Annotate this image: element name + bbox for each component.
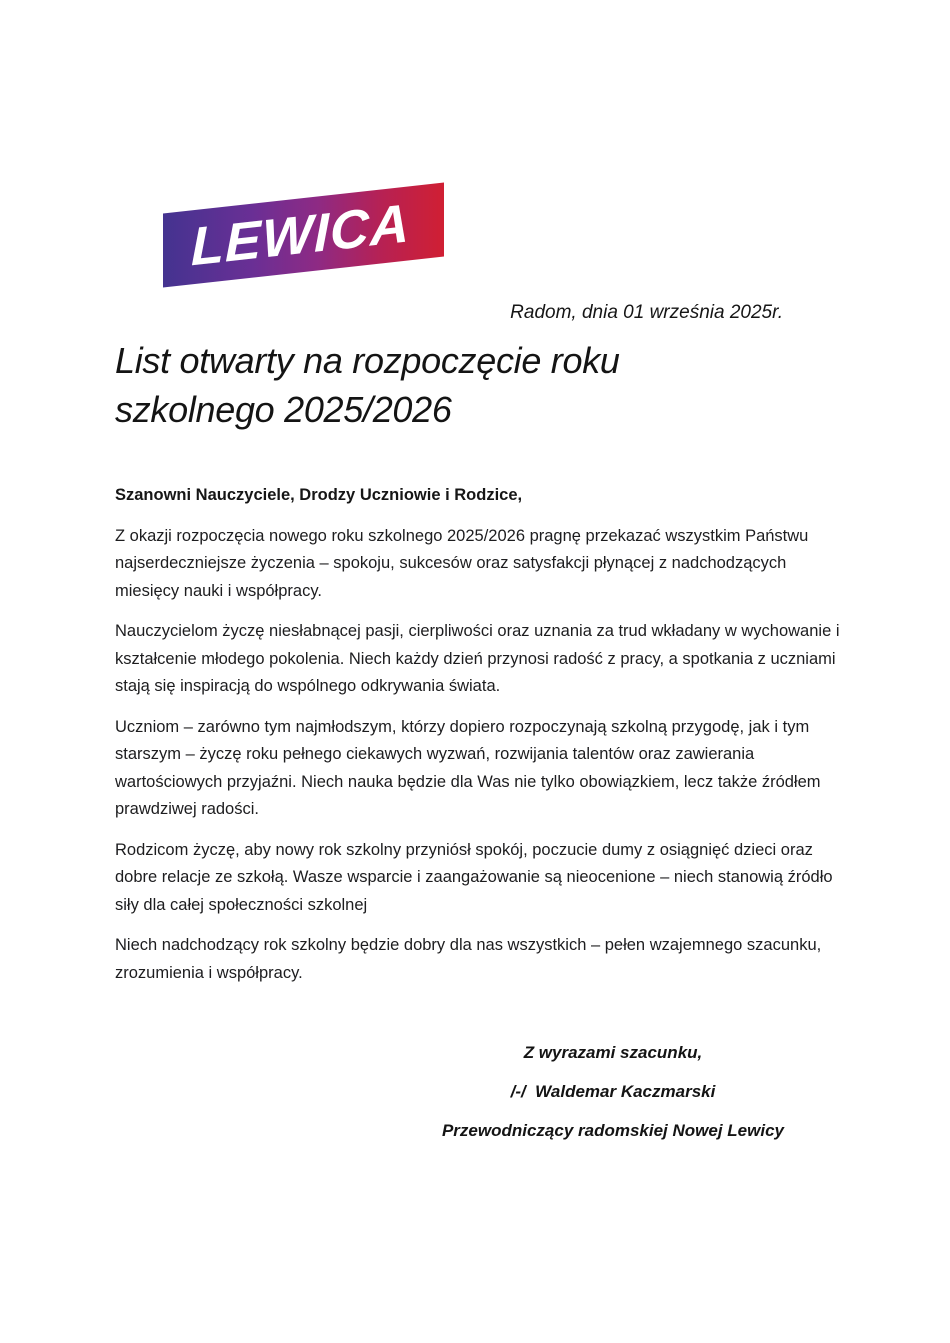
letter-title-line-2: szkolnego 2025/2026 <box>115 389 452 430</box>
signature-block <box>442 1039 784 1145</box>
lewica-logo-text: LEWICA <box>191 193 410 278</box>
letter-title <box>115 336 842 434</box>
signature-role: Przewodniczący radomskiej Nowej Lewicy <box>441 1121 784 1140</box>
paragraph-teachers: Nauczycielom życzę niesłabnącej pasji, cierpliwości oraz uznania za trud wkładany w wychowanie i kształcenie młodego pokolenia. Niech każdy dzień przynosi radość z pracy, a spotkania z uczniami stają się inspiracją do wspólnego odkrywania świata. <box>115 622 840 695</box>
letter-content <box>115 300 842 1145</box>
signature-name: /-/ Waldemar Kaczmarski <box>510 1082 716 1101</box>
salutation: Szanowni Nauczyciele, Drodzy Uczniowie i Rodzice, <box>115 486 523 504</box>
dateline: Radom, dnia 01 września 2025r. <box>510 302 783 323</box>
lewica-logo <box>163 182 444 287</box>
signature-closing: Z wyrazami szacunku, <box>523 1043 703 1062</box>
paragraph-students: Uczniom – zarówno tym najmłodszym, którzy dopiero rozpoczynają szkolną przygodę, jak i tym starszym – życzę roku pełnego ciekawych wyzwań, rozwijania talentów oraz zawierania wartościowych przyjaźni. Niech nauka będzie dla Was nie tylko obowiązkiem, lecz także źródłem prawdziwej radości. <box>115 717 821 818</box>
paragraph-closing-wish: Niech nadchodzący rok szkolny będzie dobry dla nas wszystkich – pełen wzajemnego szacunku, zrozumienia i współpracy. <box>115 936 822 982</box>
letter-title-line-1: List otwarty na rozpoczęcie roku <box>115 340 620 381</box>
paragraph-wishes-general: Z okazji rozpoczęcia nowego roku szkolnego 2025/2026 pragnę przekazać wszystkim Państwu najserdeczniejsze życzenia – spokoju, sukcesów oraz satysfakcji płynącej z nadchodzących miesięcy nauki i współpracy. <box>115 526 809 600</box>
paragraph-parents: Rodzicom życzę, aby nowy rok szkolny przyniósł spokój, poczucie dumy z osiągnięć dzieci oraz dobre relacje ze szkołą. Wasze wsparcie i zaangażowanie są nieocenione – niech stanowią źródło siły dla całej społeczności szkolnej <box>115 840 833 914</box>
